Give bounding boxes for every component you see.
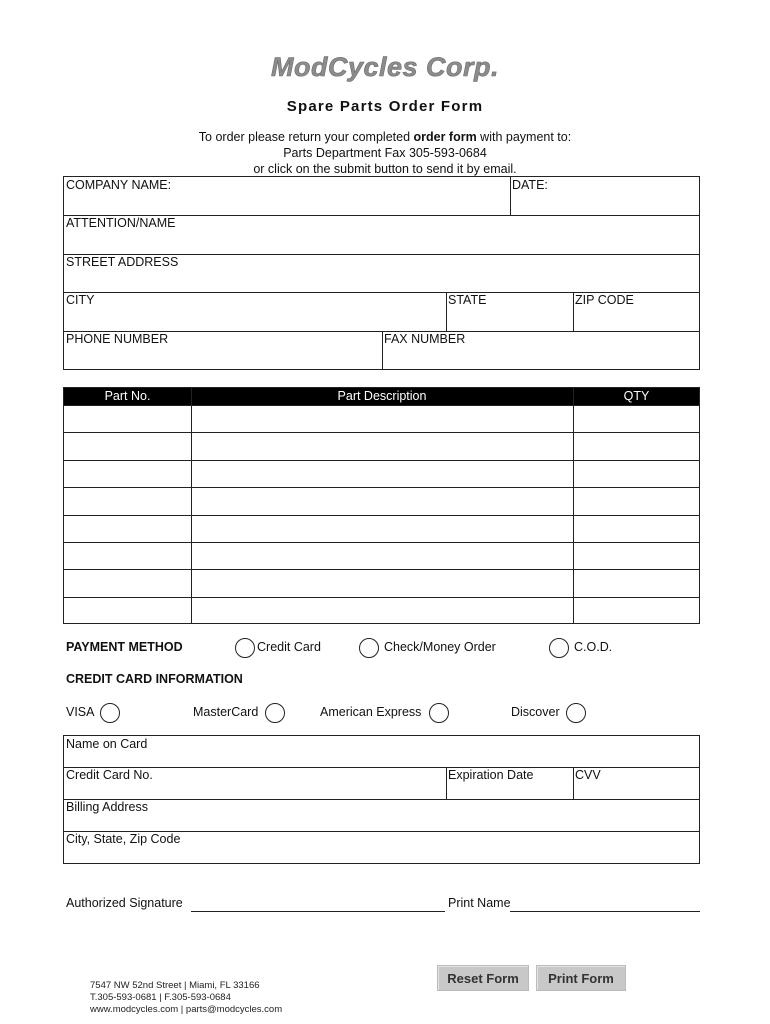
parts-table: [63, 387, 700, 624]
table-row: [64, 542, 699, 569]
credit-card-number-label: Credit Card No.: [66, 768, 153, 782]
expiration-date-field[interactable]: [446, 767, 573, 799]
city-state-zip-label: City, State, Zip Code: [66, 832, 181, 846]
qty-cell[interactable]: [573, 487, 700, 514]
phone-number-field[interactable]: [64, 331, 382, 369]
qty-cell[interactable]: [573, 460, 700, 487]
part-description-cell[interactable]: [191, 487, 573, 514]
credit-card-option-label: Credit Card: [257, 640, 321, 654]
credit-card-radio[interactable]: [235, 638, 255, 658]
table-row: [64, 432, 699, 459]
part-no-cell[interactable]: [64, 515, 191, 542]
column-header-part-no: Part No.: [104, 389, 151, 403]
qty-cell[interactable]: [573, 542, 700, 569]
american-express-label: American Express: [320, 705, 422, 719]
state-field[interactable]: [446, 292, 573, 331]
company-name-field[interactable]: [64, 177, 510, 215]
visa-radio[interactable]: [100, 703, 120, 723]
print-name-label: Print Name: [448, 896, 511, 910]
part-no-cell[interactable]: [64, 597, 191, 624]
part-no-cell[interactable]: [64, 487, 191, 514]
credit-card-number-field[interactable]: [64, 767, 446, 799]
part-description-cell[interactable]: [191, 405, 573, 432]
cod-radio[interactable]: [549, 638, 569, 658]
qty-cell[interactable]: [573, 597, 700, 624]
cvv-field[interactable]: [573, 767, 700, 799]
city-label: CITY: [66, 293, 95, 307]
intro-line-1: [0, 129, 770, 145]
part-description-cell[interactable]: [191, 515, 573, 542]
billing-address-label: Billing Address: [66, 800, 148, 814]
city-field[interactable]: [64, 292, 446, 331]
table-row: [64, 569, 699, 596]
fax-number-label: FAX NUMBER: [384, 332, 466, 346]
intro-bold-text: order form: [413, 130, 477, 144]
authorized-signature-label: Authorized Signature: [66, 896, 183, 910]
street-address-label: STREET ADDRESS: [66, 255, 179, 269]
table-row: [64, 405, 699, 432]
billing-address-field[interactable]: [64, 799, 700, 831]
part-description-cell[interactable]: [191, 542, 573, 569]
check-money-order-option-label: Check/Money Order: [384, 640, 496, 654]
qty-cell[interactable]: [573, 515, 700, 542]
visa-label: VISA: [66, 705, 95, 719]
company-logo: ModCycles Corp.: [270, 52, 500, 82]
parts-table-header: [64, 388, 699, 405]
mastercard-label: MasterCard: [193, 705, 259, 719]
part-no-cell[interactable]: [64, 460, 191, 487]
date-field[interactable]: [510, 177, 700, 215]
company-address-footer: [90, 980, 282, 1016]
contact-info-section: [63, 176, 700, 370]
credit-card-details-section: [63, 735, 700, 864]
reset-form-button[interactable]: Reset Form: [437, 965, 529, 991]
cod-option-label: C.O.D.: [574, 640, 613, 654]
form-title: Spare Parts Order Form: [286, 98, 484, 115]
part-no-cell[interactable]: [64, 405, 191, 432]
part-description-cell[interactable]: [191, 597, 573, 624]
name-on-card-label: Name on Card: [66, 737, 148, 751]
expiration-date-label: Expiration Date: [448, 768, 534, 782]
table-row: [64, 597, 699, 624]
table-row: [64, 515, 699, 542]
intro-line-3: or click on the submit button to send it by email.: [253, 162, 517, 176]
footer-web-email: www.modcycles.com | parts@modcycles.com: [90, 1004, 283, 1015]
street-address-field[interactable]: [64, 254, 700, 292]
table-row: [64, 487, 699, 514]
column-header-qty: QTY: [623, 389, 650, 403]
american-express-radio[interactable]: [429, 703, 449, 723]
part-description-cell[interactable]: [191, 460, 573, 487]
intro-text: To order please return your completed: [198, 130, 414, 144]
name-on-card-field[interactable]: [64, 736, 700, 767]
part-description-cell[interactable]: [191, 432, 573, 459]
zip-code-field[interactable]: [573, 292, 700, 331]
check-money-order-radio[interactable]: [359, 638, 379, 658]
mastercard-radio[interactable]: [265, 703, 285, 723]
discover-label: Discover: [511, 705, 560, 719]
footer-phone-fax: T.305-593-0681 | F.305-593-0684: [90, 992, 231, 1003]
phone-number-label: PHONE NUMBER: [66, 332, 169, 346]
footer-address: 7547 NW 52nd Street | Miami, FL 33166: [90, 980, 260, 991]
fax-number-field[interactable]: [382, 331, 700, 369]
state-label: STATE: [448, 293, 487, 307]
city-state-zip-field[interactable]: [64, 831, 700, 863]
intro-line-2: Parts Department Fax 305-593-0684: [283, 146, 487, 160]
part-no-cell[interactable]: [64, 569, 191, 596]
authorized-signature-line[interactable]: [191, 911, 445, 912]
print-form-button[interactable]: Print Form: [536, 965, 626, 991]
payment-method-label: PAYMENT METHOD: [66, 640, 183, 654]
company-name-label: COMPANY NAME:: [66, 178, 172, 192]
date-label: DATE:: [512, 178, 548, 192]
credit-card-info-label: CREDIT CARD INFORMATION: [66, 672, 243, 686]
zip-code-label: ZIP CODE: [575, 293, 634, 307]
print-name-line[interactable]: [510, 911, 700, 912]
cvv-label: CVV: [575, 768, 601, 782]
qty-cell[interactable]: [573, 569, 700, 596]
part-no-cell[interactable]: [64, 432, 191, 459]
discover-radio[interactable]: [566, 703, 586, 723]
qty-cell[interactable]: [573, 405, 700, 432]
part-description-cell[interactable]: [191, 569, 573, 596]
part-no-cell[interactable]: [64, 542, 191, 569]
attention-name-field[interactable]: [64, 215, 700, 253]
qty-cell[interactable]: [573, 432, 700, 459]
table-row: [64, 460, 699, 487]
attention-name-label: ATTENTION/NAME: [66, 216, 176, 230]
column-header-part-description: Part Description: [337, 389, 427, 403]
intro-text: with payment to:: [476, 130, 572, 144]
